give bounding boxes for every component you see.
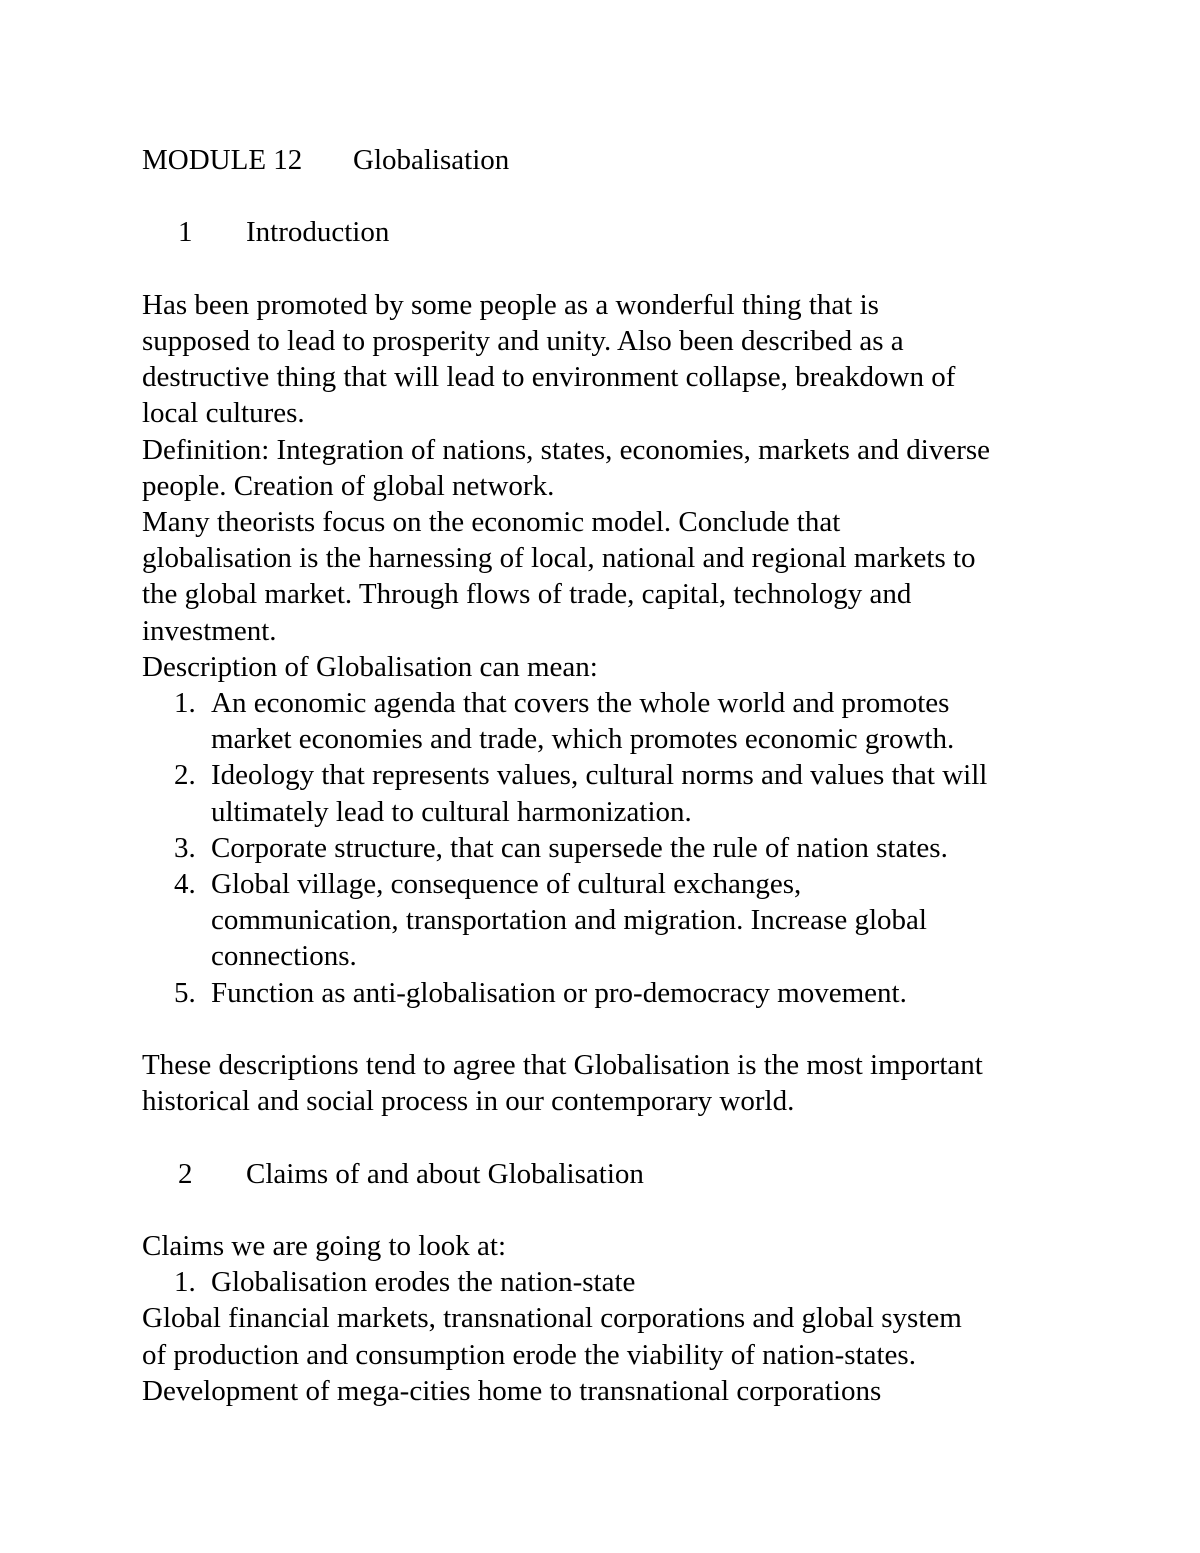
list-item-line: Globalisation erodes the nation-state (211, 1266, 636, 1299)
list-item (142, 975, 1072, 1011)
module-label: MODULE 12 (142, 144, 303, 176)
module-title (142, 142, 1072, 178)
section-heading-2 (142, 1156, 1072, 1192)
definition-line: Definition: Integration of nations, states, economies, markets and diverse (142, 433, 991, 466)
spacer (142, 251, 1072, 287)
list-item-line: Ideology that represents values, cultural norms and values that will (211, 759, 988, 792)
paragraph-line: These descriptions tend to agree that Globalisation is the most important (142, 1049, 983, 1082)
list-item (142, 757, 1072, 829)
document-body (142, 142, 1072, 1409)
paragraph-line: globalisation is the harnessing of local, national and regional markets to (142, 542, 976, 575)
paragraph-line: Has been promoted by some people as a wonderful thing that is (142, 288, 879, 321)
list-item-line: communication, transportation and migration. Increase global (211, 904, 927, 937)
paragraph-line: Development of mega-cities home to transnational corporations (142, 1374, 882, 1407)
list-item (142, 830, 1072, 866)
spacer (142, 1011, 1072, 1047)
paragraph-line: Global financial markets, transnational corporations and global system (142, 1302, 962, 1335)
paragraph-line: destructive thing that will lead to environment collapse, breakdown of (142, 361, 956, 394)
claims-intro: Claims we are going to look at: (142, 1230, 507, 1263)
spacer (142, 1192, 1072, 1228)
list-item (142, 1264, 1072, 1300)
list-marker: 1. (174, 687, 196, 720)
list-marker: 2. (174, 759, 196, 792)
spacer (142, 1119, 1072, 1155)
intro-paragraph (142, 287, 1072, 685)
list-item-line: market economies and trade, which promotes economic growth. (211, 723, 955, 756)
paragraph-line: supposed to lead to prosperity and unity. Also been described as a (142, 324, 904, 357)
list-item-line: ultimately lead to cultural harmonization. (211, 795, 692, 828)
paragraph-line: historical and social process in our contemporary world. (142, 1085, 795, 1118)
list-item-line: Corporate structure, that can supersede the rule of nation states. (211, 831, 948, 864)
list-item-line: An economic agenda that covers the whole world and promotes (211, 687, 950, 720)
section-title: Introduction (246, 216, 390, 249)
paragraph-line: the global market. Through flows of trade, capital, technology and (142, 578, 912, 611)
paragraph-line: of production and consumption erode the viability of nation-states. (142, 1338, 916, 1371)
list-marker: 5. (174, 976, 196, 1009)
description-list (142, 685, 1072, 1011)
conclusion-paragraph (142, 1047, 1072, 1119)
list-marker: 3. (174, 831, 196, 864)
spacer (142, 178, 1072, 214)
list-item (142, 685, 1072, 757)
module-name: Globalisation (353, 144, 510, 176)
list-marker: 4. (174, 868, 196, 901)
list-marker: 1. (174, 1266, 196, 1299)
paragraph-line: Description of Globalisation can mean: (142, 650, 598, 683)
list-item-line: Global village, consequence of cultural exchanges, (211, 868, 802, 901)
section-heading-1 (142, 214, 1072, 250)
list-item-line: connections. (211, 940, 357, 973)
section-number: 1 (178, 216, 193, 249)
claims-paragraph (142, 1300, 1072, 1409)
section-number: 2 (178, 1157, 193, 1190)
section-title: Claims of and about Globalisation (246, 1157, 644, 1190)
paragraph-line: investment. (142, 614, 277, 647)
paragraph-line: Many theorists focus on the economic model. Conclude that (142, 506, 841, 538)
paragraph-line: people. Creation of global network. (142, 469, 555, 502)
list-item-line: Function as anti-globalisation or pro-democracy movement. (211, 976, 907, 1009)
claims-list (142, 1264, 1072, 1300)
list-item (142, 866, 1072, 975)
paragraph-line: local cultures. (142, 397, 305, 430)
